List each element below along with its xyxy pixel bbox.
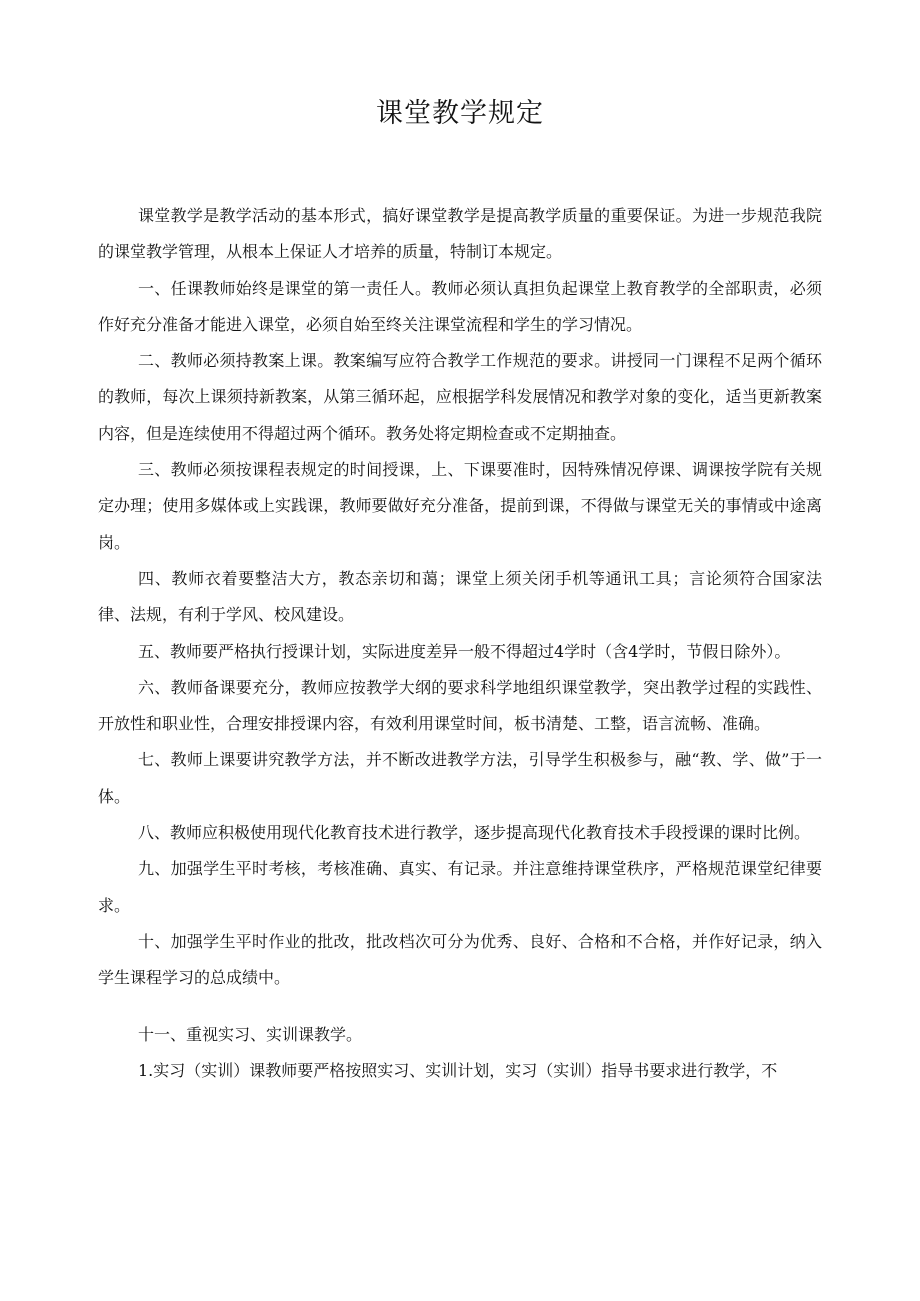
paragraph-rule-2: 二、教师必须持教案上课。教案编写应符合教学工作规范的要求。讲授同一门课程不足两个循环的教师，每次上课须持新教案，从第三循环起，应根据学科发展情况和教学对象的变化，适当更新教案内容，但是连续使用不得超过两个循环。教务处将定期检查或不定期抽查。 bbox=[98, 351, 822, 443]
paragraph-rule-10: 十、加强学生平时作业的批改，批改档次可分为优秀、良好、合格和不合格，并作好记录，纳入学生课程学习的总成绩中。 bbox=[98, 931, 822, 988]
document-body bbox=[98, 198, 822, 1089]
paragraph-intro: 课堂教学是教学活动的基本形式，搞好课堂教学是提高教学质量的重要保证。为进一步规范我院的课堂教学管理，从根本上保证人才培养的质量，特制订本规定。 bbox=[98, 206, 822, 262]
paragraph-rule-1: 一、任课教师始终是课堂的第一责任人。教师必须认真担负起课堂上教育教学的全部职责，必须作好充分准备才能进入课堂，必须自始至终关注课堂流程和学生的学习情况。 bbox=[98, 278, 822, 334]
paragraph-rule-5: 五、教师要严格执行授课计划，实际进度差异一般不得超过4学时（含4学时，节假日除外）。 bbox=[138, 641, 791, 661]
paragraph-rule-9: 九、加强学生平时考核，考核准确、真实、有记录。并注意维持课堂秩序，严格规范课堂纪律要求。 bbox=[98, 859, 822, 915]
paragraph-rule-6: 六、教师备课要充分，教师应按教学大纲的要求科学地组织课堂教学，突出教学过程的实践性、开放性和职业性，合理安排授课内容，有效利用课堂时间，板书清楚、工整，语言流畅、准确。 bbox=[98, 677, 822, 734]
paragraph-rule-8: 八、教师应积极使用现代化教育技术进行教学，逐步提高现代化教育技术手段授课的课时比例。 bbox=[138, 823, 811, 843]
paragraph-rule-3: 三、教师必须按课程表规定的时间授课，上、下课要准时，因特殊情况停课、调课按学院有关规定办理；使用多媒体或上实践课，教师要做好充分准备，提前到课，不得做与课堂无关的事情或中途离岗。 bbox=[98, 460, 822, 552]
page-title: 课堂教学规定 bbox=[376, 98, 544, 129]
paragraph-rule-11-item-1: 1.实习（实训）课教师要严格按照实习、实训计划，实习（实训）指导书要求进行教学，不 bbox=[138, 1060, 778, 1080]
paragraph-rule-7: 七、教师上课要讲究教学方法，并不断改进教学方法，引导学生积极参与，融“教、学、做”于一体。 bbox=[98, 750, 822, 806]
paragraph-rule-4: 四、教师衣着要整洁大方，教态亲切和蔼；课堂上须关闭手机等通讯工具；言论须符合国家法律、法规，有利于学风、校风建设。 bbox=[98, 568, 822, 625]
paragraph-rule-11: 十一、重视实习、实训课教学。 bbox=[138, 1024, 363, 1044]
